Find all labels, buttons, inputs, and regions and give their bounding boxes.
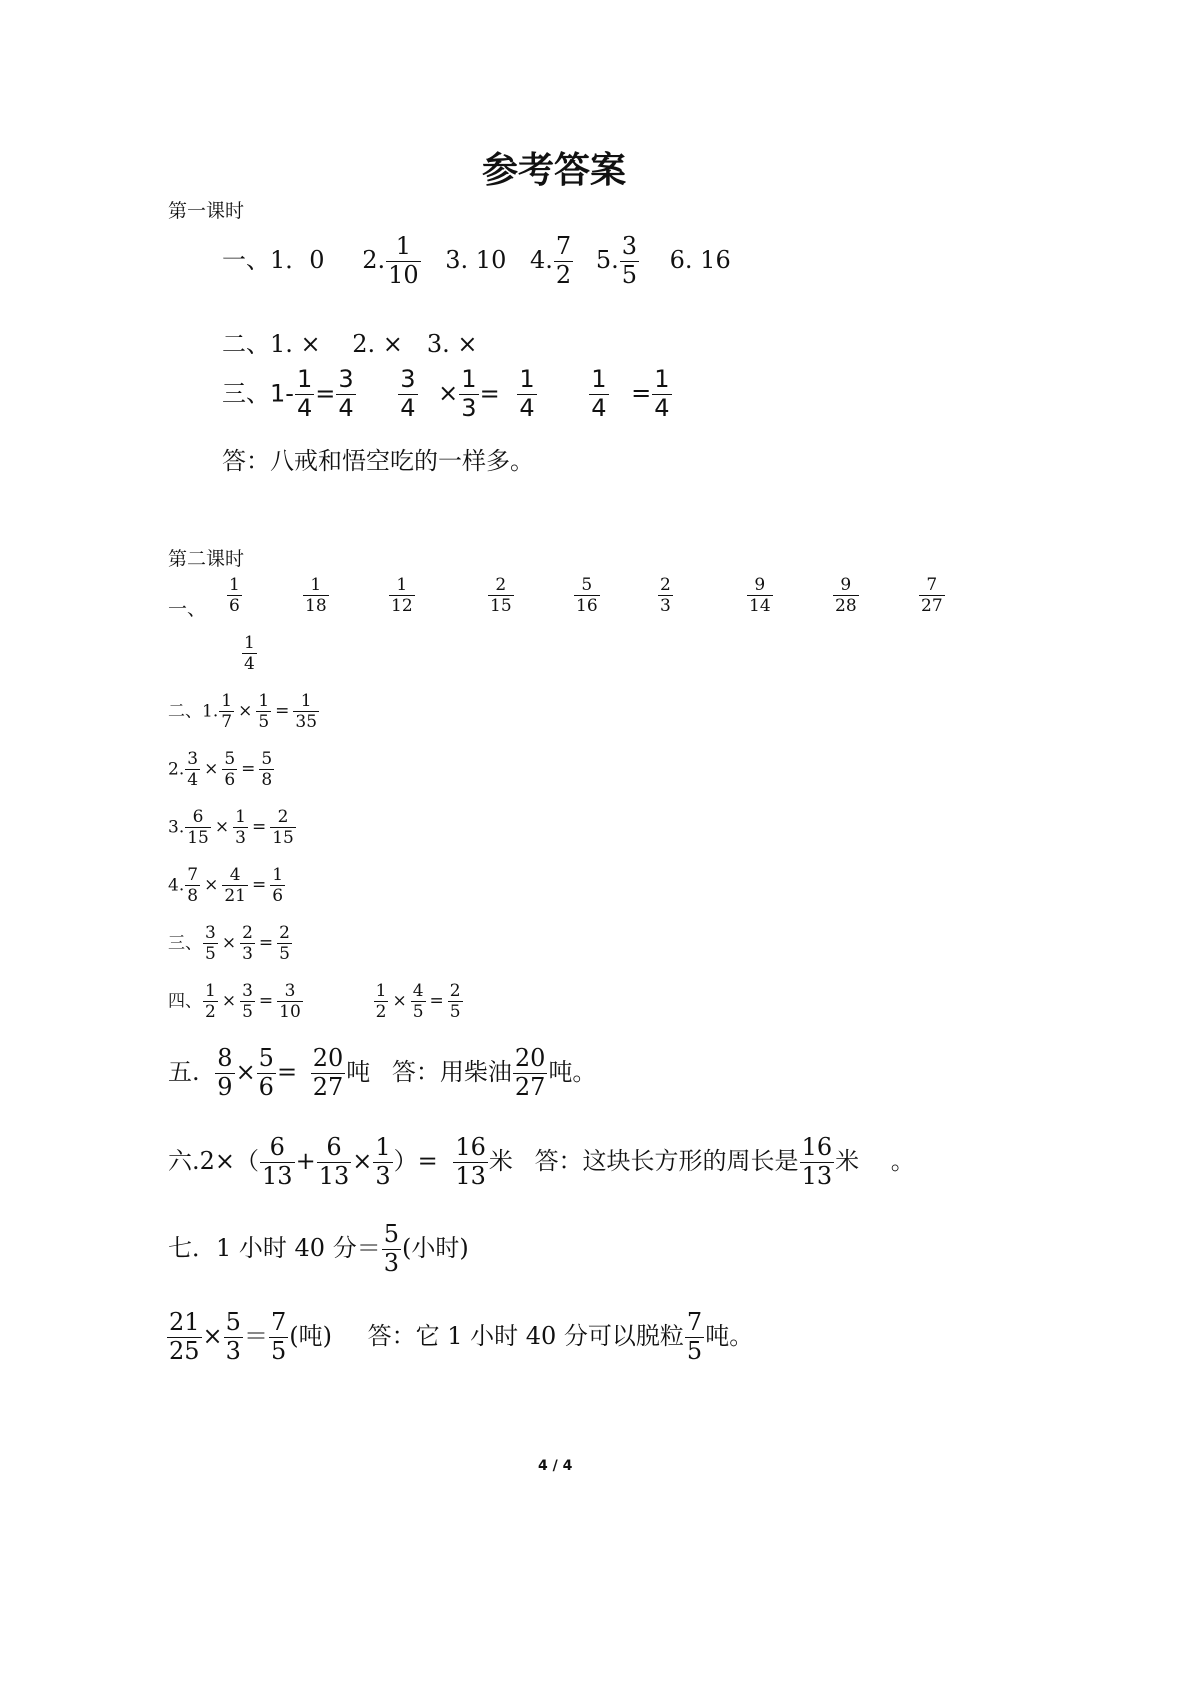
lesson2-q1-frac: $\frac{1}{6}$ <box>229 575 240 617</box>
lesson1-heading: 第一课时 <box>168 200 245 222</box>
lesson2-q1-frac: $\frac{5}{16}$ <box>576 575 598 617</box>
lesson2-q4: 四、 $\frac{1}{2}$ × $\frac{3}{5}$ = $\frac{3}{10}$ $\frac{1}{2}$ × $\frac{4}{5}$ = $\frac{2}{5}$ <box>168 981 461 1023</box>
lesson2-q5: 五. $\frac{8}{9}$ × $\frac{5}{6}$ = $\frac{20}{27}$ 吨 答：用柴油 $\frac{20}{27}$ 吨。 <box>168 1044 597 1101</box>
lesson2-q1-frac: $\frac{9}{14}$ <box>749 575 771 617</box>
lesson1-q2: 二、1. × 2. × 3. × <box>222 330 478 358</box>
lesson2-q6: 六.2×（ $\frac{6}{13}$ + $\frac{6}{13}$ × $\frac{1}{3}$ ）= $\frac{16}{13}$ 米 答：这块长方形的周长是 $\frac{16}{13}$ 米 。 <box>168 1133 915 1190</box>
lesson2-q1-frac: $\frac{2}{3}$ <box>660 575 671 617</box>
lesson2-q1-label: 一、 <box>168 598 207 620</box>
lesson2-q2-item: 3. $\frac{6}{15}$ × $\frac{1}{3}$ = $\frac{2}{15}$ <box>168 807 294 849</box>
lesson2-q7: 七．1 小时 40 分＝ $\frac{5}{3}$ (小时) <box>168 1220 469 1277</box>
lesson2-q1-frac: $\frac{1}{18}$ <box>305 575 327 617</box>
lesson2-q2-item: 2. $\frac{3}{4}$ × $\frac{5}{6}$ = $\frac{5}{8}$ <box>168 749 273 791</box>
lesson2-q1-frac: $\frac{9}{28}$ <box>835 575 857 617</box>
page-number: 4 / 4 <box>538 1458 573 1474</box>
lesson2-q1-frac: $\frac{1}{12}$ <box>391 575 413 617</box>
lesson2-q1-frac: $\frac{1}{4}$ <box>244 633 255 675</box>
lesson1-q1: 一、1．0 2. $\frac{1}{10}$ 3. 10 4. $\frac{7}{2}$ 5. $\frac{3}{5}$ 6. 16 <box>222 232 731 289</box>
lesson1-q3: 三、1- $\frac{1}{4}$ = $\frac{3}{4}$ $\frac{3}{4}$ × $\frac{1}{3}$ = $\frac{1}{4}$ $\frac{1}{4}$ = $\frac{1}{4}$ <box>222 365 670 422</box>
lesson2-q7-calc: $\frac{21}{25}$ × $\frac{5}{3}$ ＝ $\frac{7}{5}$ (吨) 答：它 1 小时 40 分可以脱粒 $\frac{7}{5}$ 吨。 <box>169 1308 754 1365</box>
lesson2-q2-item: 二、1. $\frac{1}{7}$ × $\frac{1}{5}$ = $\frac{1}{35}$ <box>168 691 318 733</box>
lesson2-q3: 三、 $\frac{3}{5}$ × $\frac{2}{3}$ = $\frac{2}{5}$ <box>168 923 290 965</box>
lesson1-answer: 答：八戒和悟空吃的一样多。 <box>222 447 534 475</box>
lesson2-heading: 第二课时 <box>168 548 245 570</box>
lesson2-q1-frac: $\frac{2}{15}$ <box>490 575 512 617</box>
page-title: 参考答案 <box>482 150 627 191</box>
lesson2-q1-frac: $\frac{7}{27}$ <box>921 575 943 617</box>
lesson2-q2-item: 4. $\frac{7}{8}$ × $\frac{4}{21}$ = $\frac{1}{6}$ <box>168 865 284 907</box>
